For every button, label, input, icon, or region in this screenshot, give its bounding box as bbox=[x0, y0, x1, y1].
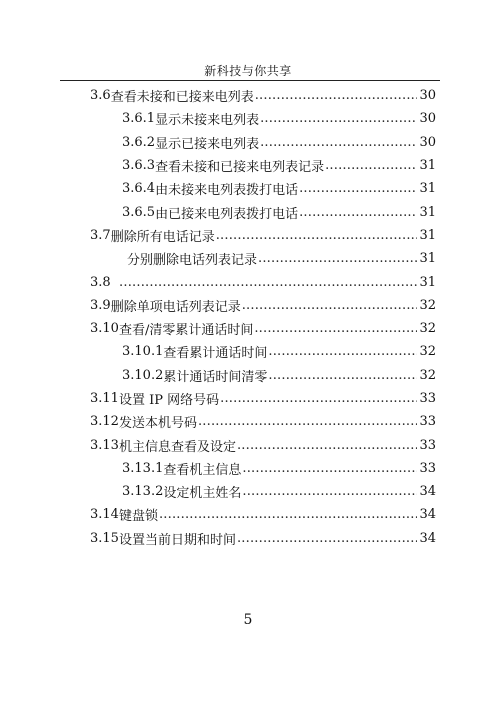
toc-entry-number: 3.10.2 bbox=[122, 367, 164, 383]
toc-entry-number: 3.12 bbox=[90, 414, 119, 430]
toc-entry-number: 3.13.1 bbox=[122, 460, 164, 476]
toc-entry[interactable] bbox=[90, 177, 436, 200]
toc-entry-title: 查看机主信息 bbox=[163, 462, 242, 478]
toc-leader-dots bbox=[242, 485, 417, 498]
toc-entry-title: 分别删除电话列表记录 bbox=[127, 253, 258, 269]
toc-entry[interactable] bbox=[90, 317, 436, 340]
toc-entry-number: 3.6.4 bbox=[122, 181, 156, 197]
toc-leader-dots bbox=[255, 89, 417, 102]
toc-entry-page: 33 bbox=[419, 391, 436, 406]
toc-entry-title: 显示已接来电列表 bbox=[155, 136, 260, 152]
toc-leader-dots bbox=[242, 462, 417, 475]
toc-entry[interactable] bbox=[90, 131, 436, 154]
toc-entry-page: 34 bbox=[419, 507, 436, 523]
toc-entry-page: 34 bbox=[419, 484, 436, 500]
toc-entry[interactable] bbox=[90, 480, 436, 503]
toc-entry[interactable] bbox=[90, 107, 436, 130]
toc-entry-number: 3.13.2 bbox=[122, 484, 164, 500]
toc-entry-title: 查看累计通话时间 bbox=[163, 346, 268, 362]
toc-leader-dots bbox=[299, 182, 417, 195]
header-divider bbox=[60, 80, 440, 81]
toc-leader-dots bbox=[237, 439, 417, 452]
toc-entry-number: 3.6.5 bbox=[122, 204, 156, 220]
toc-leader-dots bbox=[119, 276, 417, 289]
toc-entry-page: 30 bbox=[419, 111, 436, 127]
toc-entry-number: 3.6.1 bbox=[122, 111, 156, 127]
toc-entry[interactable] bbox=[90, 410, 436, 433]
toc-entry-number: 3.13 bbox=[90, 437, 119, 453]
toc-leader-dots bbox=[260, 112, 417, 125]
toc-leader-dots bbox=[325, 159, 417, 172]
toc-entry-page: 31 bbox=[419, 204, 436, 220]
toc-entry[interactable] bbox=[90, 270, 436, 293]
toc-leader-dots bbox=[258, 252, 417, 265]
toc-entry-title: 显示未接来电列表 bbox=[155, 113, 260, 129]
toc-entry-number: 3.6.3 bbox=[122, 158, 156, 174]
toc-entry-title: 删除单项电话列表记录 bbox=[110, 299, 241, 315]
toc-entry-page: 33 bbox=[419, 460, 436, 476]
toc-entry-number: 3.15 bbox=[90, 530, 119, 546]
toc-entry[interactable] bbox=[90, 387, 436, 410]
toc-leader-dots bbox=[237, 532, 417, 545]
toc-entry-page: 31 bbox=[419, 227, 436, 243]
toc-entry-title: 键盘锁 bbox=[118, 509, 158, 525]
toc-entry-title: 查看未接和已接来电列表记录 bbox=[155, 160, 325, 176]
toc-entry-page: 31 bbox=[419, 251, 436, 267]
toc-entry[interactable] bbox=[90, 340, 436, 363]
toc-entry-title: 设置当前日期和时间 bbox=[118, 532, 236, 548]
toc-leader-dots bbox=[216, 229, 417, 242]
toc-entry[interactable] bbox=[90, 224, 436, 247]
toc-entry-number: 3.14 bbox=[90, 507, 119, 523]
toc-entry-title: 删除所有电话记录 bbox=[110, 229, 215, 245]
toc-entry[interactable] bbox=[90, 200, 436, 223]
toc-entry-page: 32 bbox=[419, 297, 436, 313]
toc-entry-number: 3.6.2 bbox=[122, 134, 156, 150]
toc-entry-title: 由未接来电列表拨打电话 bbox=[155, 183, 299, 199]
toc-entry-page: 32 bbox=[419, 321, 436, 337]
toc-entry-title: 设定机主姓名 bbox=[163, 486, 242, 502]
table-of-contents bbox=[90, 84, 436, 550]
toc-entry[interactable] bbox=[90, 364, 436, 387]
toc-entry[interactable] bbox=[90, 154, 436, 177]
toc-entry-number: 3.8 bbox=[90, 274, 111, 290]
toc-leader-dots bbox=[260, 136, 417, 149]
toc-entry-page: 30 bbox=[419, 134, 436, 150]
toc-entry-number: 3.7 bbox=[90, 227, 111, 243]
toc-entry[interactable] bbox=[90, 433, 436, 456]
toc-entry-page: 32 bbox=[419, 344, 436, 360]
toc-entry-number: 3.9 bbox=[90, 297, 111, 313]
toc-entry[interactable] bbox=[90, 503, 436, 526]
toc-entry-title: 查看/清零累计通话时间 bbox=[118, 323, 254, 339]
toc-entry-page: 30 bbox=[419, 88, 436, 104]
page-header: 新科技与你共享 bbox=[204, 64, 292, 78]
toc-entry-number: 3.10 bbox=[90, 321, 119, 337]
toc-entry-number: 3.10.1 bbox=[122, 344, 164, 360]
toc-entry[interactable] bbox=[90, 457, 436, 480]
toc-entry-title: 由已接来电列表拨打电话 bbox=[155, 206, 299, 222]
toc-entry-page: 34 bbox=[419, 530, 436, 546]
toc-leader-dots bbox=[268, 369, 417, 382]
toc-entry-page: 33 bbox=[419, 414, 436, 430]
toc-leader-dots bbox=[254, 322, 417, 335]
toc-leader-dots bbox=[268, 345, 417, 358]
toc-leader-dots bbox=[220, 392, 417, 405]
toc-entry[interactable] bbox=[90, 527, 436, 550]
toc-entry-title: 查看未接和已接来电列表 bbox=[110, 90, 254, 106]
toc-entry-title: 发送本机号码 bbox=[118, 416, 197, 432]
toc-leader-dots bbox=[198, 415, 417, 428]
toc-entry-page: 32 bbox=[419, 367, 436, 383]
toc-entry-title: 机主信息查看及设定 bbox=[118, 439, 236, 455]
toc-entry[interactable] bbox=[90, 294, 436, 317]
toc-leader-dots bbox=[299, 206, 417, 219]
toc-entry-page: 31 bbox=[419, 158, 436, 174]
toc-entry-page: 33 bbox=[419, 437, 436, 453]
toc-leader-dots bbox=[159, 508, 417, 521]
toc-entry[interactable] bbox=[90, 84, 436, 107]
toc-entry[interactable] bbox=[90, 247, 436, 270]
toc-entry-page: 31 bbox=[419, 274, 436, 290]
toc-entry-title: 设置 IP 网络号码 bbox=[118, 393, 220, 408]
toc-entry-number: 3.6 bbox=[90, 88, 111, 104]
toc-entry-number: 3.11 bbox=[90, 391, 119, 406]
toc-entry-page: 31 bbox=[419, 181, 436, 197]
toc-leader-dots bbox=[242, 299, 417, 312]
toc-entry-title: 累计通话时间清零 bbox=[163, 369, 268, 385]
page-number: 5 bbox=[243, 612, 253, 628]
